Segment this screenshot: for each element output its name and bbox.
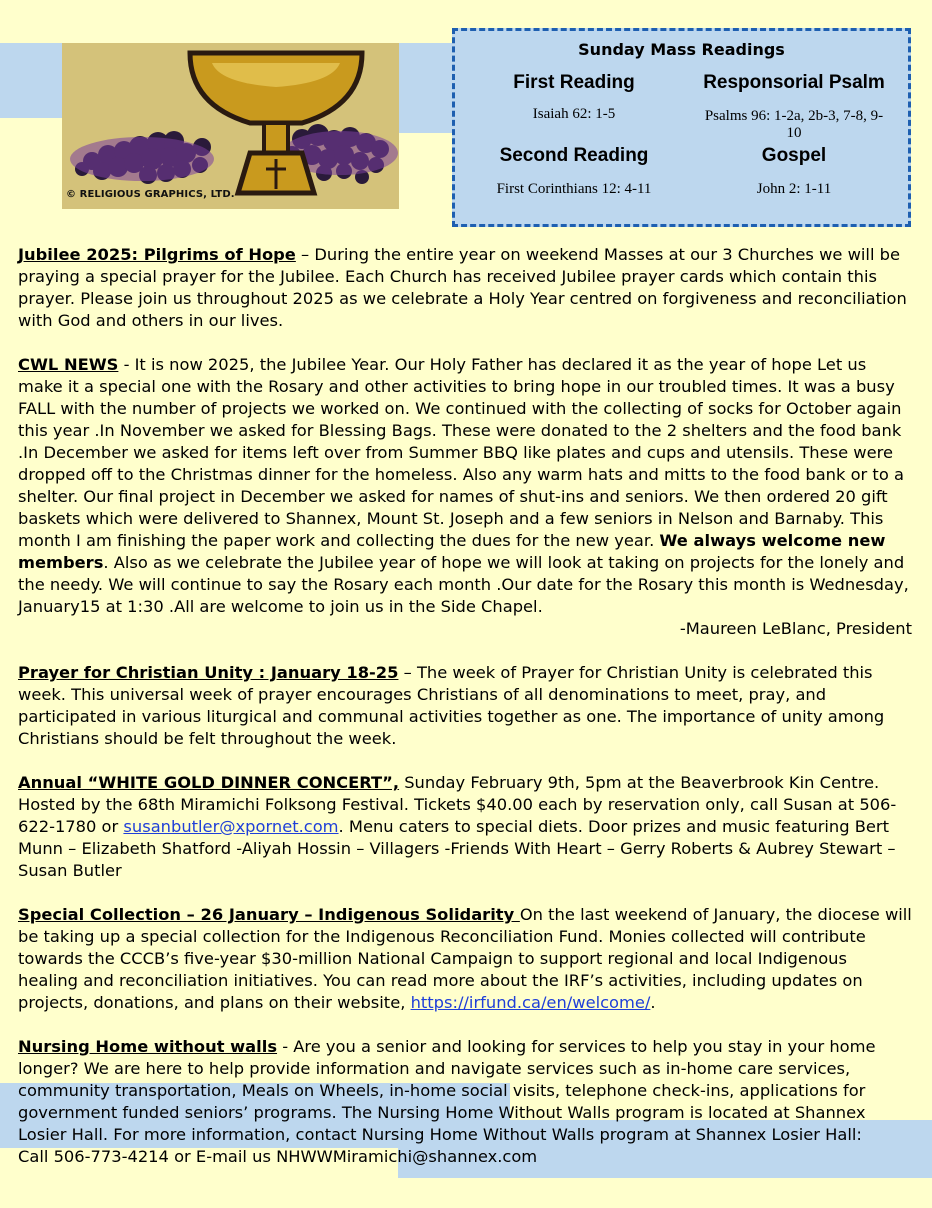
cwl-body-part2: . Also as we celebrate the Jubilee year of hope we will look at taking on projects for the lonely and the needy. We will continue to say the Rosary each month .Our date for the Rosary this month is Wednesday, January15 at 1:30 .All are welcome to join us in the Side Chapel. <box>18 553 909 616</box>
cwl-article <box>18 354 912 618</box>
nursing-contact: Call 506-773-4214 or E-mail us NHWWMiramichi@shannex.com <box>18 1147 538 1166</box>
unity-article <box>18 662 912 750</box>
concert-email-link[interactable]: susanbutler@xpornet.com <box>123 817 339 836</box>
concert-article <box>18 772 912 882</box>
collection-body-part1: On the last weekend of January, the diocese will be taking up a special collection for the Indigenous Reconciliation Fund. Monies collected will contribute towards the CCCB’s five-year $30-million National Campaign to support regional and local Indigenous healing and reconciliation initiatives. You can read more about the IRF’s activities, including updates on projects, donations, and plans on their website, <box>18 905 912 1012</box>
collection-article <box>18 904 912 1014</box>
nursing-heading: Nursing Home without walls <box>18 1037 278 1056</box>
concert-body-part2: . Menu caters to special diets. Door prizes and music featuring Bert Munn – Elizabeth Shatford -Aliyah Hossin – Villagers -Friends With Heart – Gerry Roberts & Aubrey Stewart – Susan Butler <box>18 817 896 880</box>
nursing-body: - Are you a senior and looking for services to help you stay in your home longer? We are here to help provide information and navigate services such as in-home care services, community transportation, Meals on Wheels, in-home social visits, telephone check-ins, applications for government funded seniors’ programs. The Nursing Home Without Walls program is located at Shannex Losier Hall. For more information, contact Nursing Home Without Walls program at Shannex Losier Hall: <box>18 1037 876 1144</box>
cwl-signature: -Maureen LeBlanc, President <box>679 619 912 638</box>
jubilee-article <box>18 244 912 332</box>
bulletin-content <box>18 244 912 1168</box>
chalice-logo <box>62 43 399 209</box>
readings-title: Sunday Mass Readings <box>578 40 785 59</box>
gospel-value: John 2: 1-11 <box>756 181 832 197</box>
cwl-heading: CWL NEWS <box>18 355 119 374</box>
psalm-value-line1: Psalms 96: 1-2a, 2b-3, 7-8, 9- <box>704 108 884 124</box>
unity-heading: Prayer for Christian Unity : January 18-25 <box>18 663 399 682</box>
jubilee-body: – During the entire year on weekend Masses at our 3 Churches we will be praying a special prayer for the Jubilee. Each Church has received Jubilee prayer cards which contain this prayer. Please join us throughout 2025 as we celebrate a Holy Year centred on forgiveness and reconciliation with God and others in our lives. <box>18 245 907 330</box>
unity-body: – The week of Prayer for Christian Unity is celebrated this week. This universal week of prayer encourages Christians of all denominations to meet, pray, and participated in various liturgical and communal activities together as one. The importance of unity among Christians should be felt throughout the week. <box>18 663 885 748</box>
second-reading-heading: Second Reading <box>499 145 649 166</box>
top-left-band <box>0 43 62 118</box>
collection-heading: Special Collection – 26 January – Indigenous Solidarity <box>18 905 520 924</box>
irfund-link[interactable]: https://irfund.ca/en/welcome/ <box>410 993 651 1012</box>
copyright-label: © RELIGIOUS GRAPHICS, LTD. <box>66 189 235 200</box>
gospel-heading: Gospel <box>761 145 827 166</box>
nursing-article <box>18 1036 912 1168</box>
psalm-value <box>679 108 909 142</box>
concert-body-part1: Sunday February 9th, 5pm at the Beaverbrook Kin Centre. Hosted by the 68th Miramichi Folksong Festival. Tickets $40.00 each by reservation only, call Susan at 506-622-1780 or <box>18 773 897 836</box>
mass-readings-box <box>452 28 911 227</box>
first-reading-value: Isaiah 62: 1-5 <box>532 106 616 122</box>
jubilee-heading: Jubilee 2025: Pilgrims of Hope <box>18 245 296 264</box>
cwl-body-part1: - It is now 2025, the Jubilee Year. Our Holy Father has declared it as the year of hope Let us make it a special one with the Rosary and other activities to bring hope in our troubled times. It was a busy FALL with the number of projects we worked on. We continued with the collecting of socks for October again this year .In November we asked for Blessing Bags. These were donated to the 2 shelters and the food bank .In December we asked for items left over from Summer BBQ like plates and cups and utensils. These were dropped off to the Christmas dinner for the homeless. Also any warm hats and mitts to the food bank or to a shelter. Our final project in December we asked for names of shut-ins and seniors. We then ordered 20 gift baskets which were delivered to Shannex, Mount St. Joseph and a few seniors in Nelson and Barnaby. This month I am finishing the paper work and collecting the dues for the new year. <box>18 355 904 550</box>
first-reading-heading: First Reading <box>513 72 635 93</box>
chalice-grapes-icon <box>62 43 399 209</box>
collection-body-part2: . <box>650 993 656 1012</box>
concert-heading: Annual “WHITE GOLD DINNER CONCERT”, <box>18 773 400 792</box>
psalm-value-line2: 10 <box>786 125 802 141</box>
psalm-heading: Responsorial Psalm <box>703 72 885 93</box>
cwl-emphasis: We always welcome new members <box>18 531 886 572</box>
second-reading-value: First Corinthians 12: 4-11 <box>496 181 652 197</box>
